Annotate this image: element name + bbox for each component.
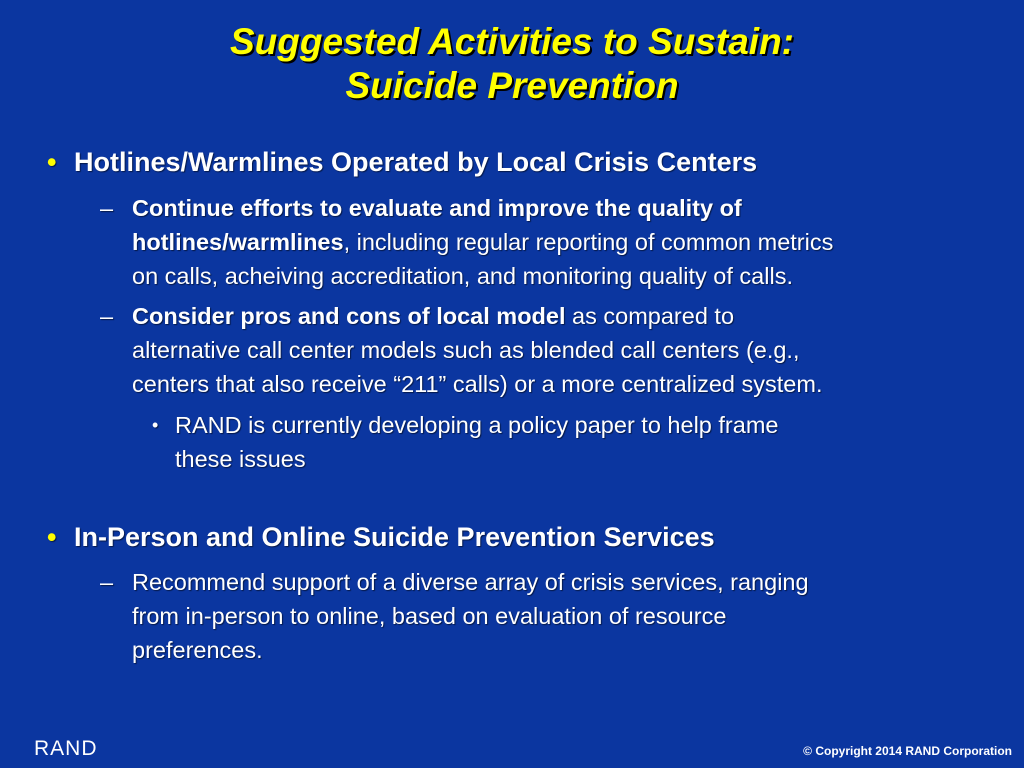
section-heading-text: In-Person and Online Suicide Prevention Services xyxy=(74,522,715,552)
bullet-icon: • xyxy=(47,147,57,177)
item-bold-line-1: Continue efforts to evaluate and improve the quality of xyxy=(132,195,742,221)
dash-icon: – xyxy=(100,303,114,329)
sub-item-line-2: these issues xyxy=(175,446,306,472)
item-line-1: Recommend support of a diverse array of crisis services, ranging xyxy=(132,569,809,595)
sub-item-line-1: RAND is currently developing a policy paper to help frame xyxy=(175,412,779,438)
bullet-icon: • xyxy=(47,522,57,552)
list-item-text xyxy=(132,191,992,293)
item-line-2: alternative call center models such as blended call centers (e.g., xyxy=(132,337,800,363)
title-line-2: Suicide Prevention xyxy=(345,65,679,106)
list-item-text xyxy=(132,565,992,667)
list-item-text xyxy=(132,299,992,401)
rand-logo: RAND xyxy=(34,737,98,760)
copyright-notice: © Copyright 2014 RAND Corporation xyxy=(803,744,1012,758)
item-line-2-rest: , including regular reporting of common metrics xyxy=(343,229,834,255)
dash-icon: – xyxy=(100,195,114,221)
title-line-1: Suggested Activities to Sustain: xyxy=(230,21,794,62)
small-bullet-icon: • xyxy=(152,415,159,435)
item-line-3: centers that also receive “211” calls) or a more centralized system. xyxy=(132,371,823,397)
slide-title xyxy=(0,20,1024,108)
item-line-3: preferences. xyxy=(132,637,263,663)
dash-icon: – xyxy=(100,569,114,595)
item-line-3: on calls, acheiving accreditation, and monitoring quality of calls. xyxy=(132,263,793,289)
item-line-1-rest: as compared to xyxy=(565,303,735,329)
item-bold-line-2: hotlines/warmlines xyxy=(132,229,344,255)
item-bold-line-1: Consider pros and cons of local model xyxy=(132,303,566,329)
section-heading-text: Hotlines/Warmlines Operated by Local Crisis Centers xyxy=(74,147,758,177)
sub-list-item-text xyxy=(175,408,935,476)
item-line-2: from in-person to online, based on evaluation of resource xyxy=(132,603,727,629)
